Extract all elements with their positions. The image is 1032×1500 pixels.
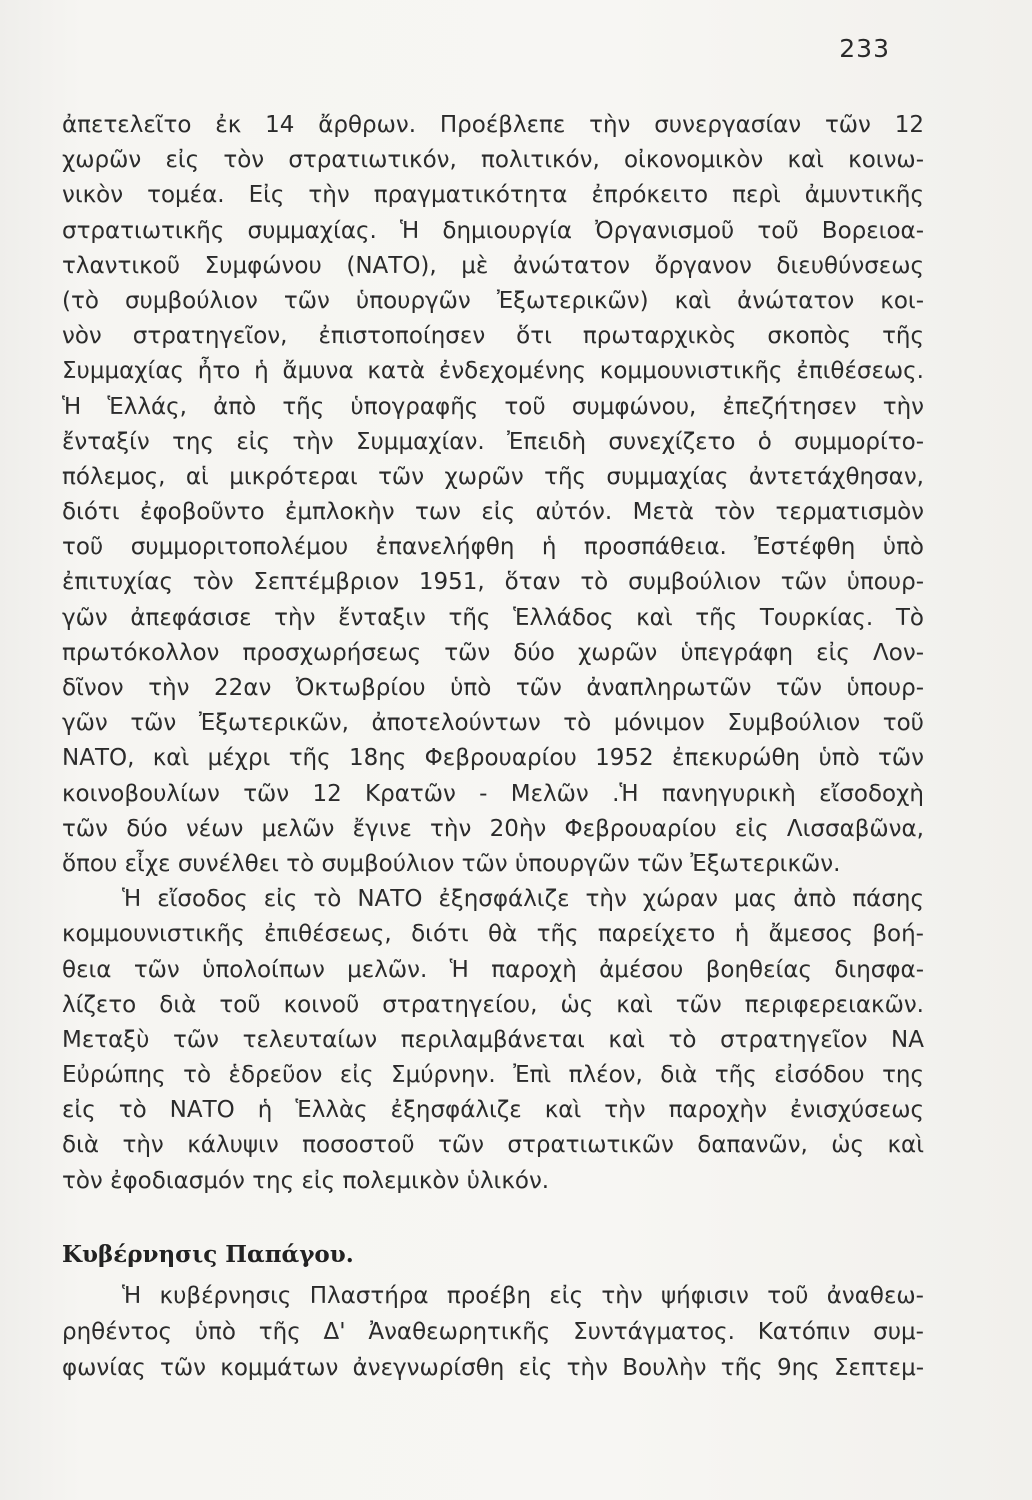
text-line: πρωτόκολλον προσχωρήσεως τῶν δύο χωρῶν ὑπεγράφη εἰς Λον- [62,639,924,666]
text-line: Συμμαχίας ἦτο ἡ ἄμυνα κατὰ ἐνδεχομένης κομμουνιστικῆς ἐπιθέσεως. [62,358,924,385]
text-line: τοῦ συμμοριτοπολέμου ἐπανελήφθη ἡ προσπάθεια. Ἐστέφθη ὑπὸ [62,534,924,561]
paragraph-1 [62,108,924,882]
text-line: Ἡ εἴσοδος εἰς τὸ ΝΑΤΟ ἐξησφάλιζε τὴν χώραν μας ἀπὸ πάσης [122,886,924,913]
text-line: χωρῶν εἰς τὸν στρατιωτικόν, πολιτικόν, οἰκονομικὸν καὶ κοινω- [62,147,924,174]
text-line: νικὸν τομέα. Εἰς τὴν πραγματικότητα ἐπρόκειτο περὶ ἀμυντικῆς [62,182,924,209]
paragraph-3 [62,1278,924,1386]
text-line: ἔνταξίν της εἰς τὴν Συμμαχίαν. Ἐπειδὴ συνεχίζετο ὁ συμμορίτο- [62,428,924,455]
text-line: (τὸ συμβούλιον τῶν ὑπουργῶν Ἐξωτερικῶν) καὶ ἀνώτατον κοι- [62,287,924,314]
page-number: 233 [839,34,890,63]
text-line: διότι ἐφοβοῦντο ἐμπλοκὴν των εἰς αὐτόν. Μετὰ τὸν τερματισμὸν [62,499,924,526]
text-line: ὅπου εἶχε συνέλθει τὸ συμβούλιον τῶν ὑπουργῶν τῶν Ἐξωτερικῶν. [62,850,841,877]
text-line: ΝΑΤΟ, καὶ μέχρι τῆς 18ης Φεβρουαρίου 1952 ἐπεκυρώθη ὑπὸ τῶν [62,745,924,772]
text-line: διὰ τὴν κάλυψιν ποσοστοῦ τῶν στρατιωτικῶν δαπανῶν, ὡς καὶ [62,1132,924,1159]
text-line: θεια τῶν ὑπολοίπων μελῶν. Ἡ παροχὴ ἀμέσου βοηθείας διησφα- [62,956,924,983]
text-line: τῶν δύο νέων μελῶν ἔγινε τὴν 20ὴν Φεβρουαρίου εἰς Λισσαβῶνα, [62,815,924,842]
text-line: κομμουνιστικῆς ἐπιθέσεως, διότι θὰ τῆς παρείχετο ἡ ἄμεσος βοή- [62,921,924,948]
text-line: γῶν ἀπεφάσισε τὴν ἔνταξιν τῆς Ἑλλάδος καὶ τῆς Τουρκίας. Τὸ [62,604,924,631]
text-line: Ἡ κυβέρνησις Πλαστήρα προέβη εἰς τὴν ψήφισιν τοῦ ἀναθεω- [122,1282,924,1309]
text-line: τὸν ἐφοδιασμόν της εἰς πολεμικὸν ὑλικόν. [62,1167,550,1194]
text-line: κοινοβουλίων τῶν 12 Κρατῶν - Μελῶν .Ἡ πανηγυρικὴ εἴσοδοχὴ [62,780,924,807]
text-line: Μεταξὺ τῶν τελευταίων περιλαμβάνεται καὶ τὸ στρατηγεῖον ΝΑ [62,1026,924,1053]
text-line: δῖνον τὴν 22αν Ὀκτωβρίου ὑπὸ τῶν ἀναπληρωτῶν τῶν ὑπουρ- [62,675,924,701]
text-line: Ἡ Ἑλλάς, ἀπὸ τῆς ὑπογραφῆς τοῦ συμφώνου, ἐπεζήτησεν τὴν [62,393,924,420]
text-line: στρατιωτικῆς συμμαχίας. Ἡ δημιουργία Ὀργανισμοῦ τοῦ Βορειοα- [62,217,924,244]
text-line: Εὐρώπης τὸ ἑδρεῦον εἰς Σμύρνην. Ἐπὶ πλέον, διὰ τῆς εἰσόδου της [62,1062,924,1089]
text-line: γῶν τῶν Ἐξωτερικῶν, ἀποτελούντων τὸ μόνιμον Συμβούλιον τοῦ [62,710,924,737]
text-line: εἰς τὸ ΝΑΤΟ ἡ Ἑλλὰς ἐξησφάλιζε καὶ τὴν παροχὴν ἐνισχύσεως [62,1097,924,1124]
paragraph-2 [62,882,924,1199]
body-text [62,108,924,1386]
text-line: λίζετο διὰ τοῦ κοινοῦ στρατηγείου, ὡς καὶ τῶν περιφερειακῶν. [62,991,924,1018]
text-line: ἐπιτυχίας τὸν Σεπτέμβριον 1951, ὅταν τὸ συμβούλιον τῶν ὑπουρ- [62,569,924,596]
text-line: πόλεμος, αἱ μικρότεραι τῶν χωρῶν τῆς συμμαχίας ἀντετάχθησαν, [62,463,924,490]
text-line: τλαντικοῦ Συμφώνου (ΝΑΤΟ), μὲ ἀνώτατον ὄργανον διευθύνσεως [62,252,924,279]
text-line: ρηθέντος ὑπὸ τῆς Δ' Ἀναθεωρητικῆς Συντάγματος. Κατόπιν συμ- [62,1318,924,1345]
text-line: ἀπετελεῖτο ἐκ 14 ἄρθρων. Προέβλεπε τὴν συνεργασίαν τῶν 12 [62,112,924,138]
section-heading: Κυβέρνησις Παπάγου. [62,1240,354,1268]
text-line: νὸν στρατηγεῖον, ἐπιστοποίησεν ὅτι πρωταρχικὸς σκοπὸς τῆς [62,323,924,350]
text-line: φωνίας τῶν κομμάτων ἀνεγνωρίσθη εἰς τὴν Βουλὴν τῆς 9ης Σεπτεμ- [62,1354,924,1381]
